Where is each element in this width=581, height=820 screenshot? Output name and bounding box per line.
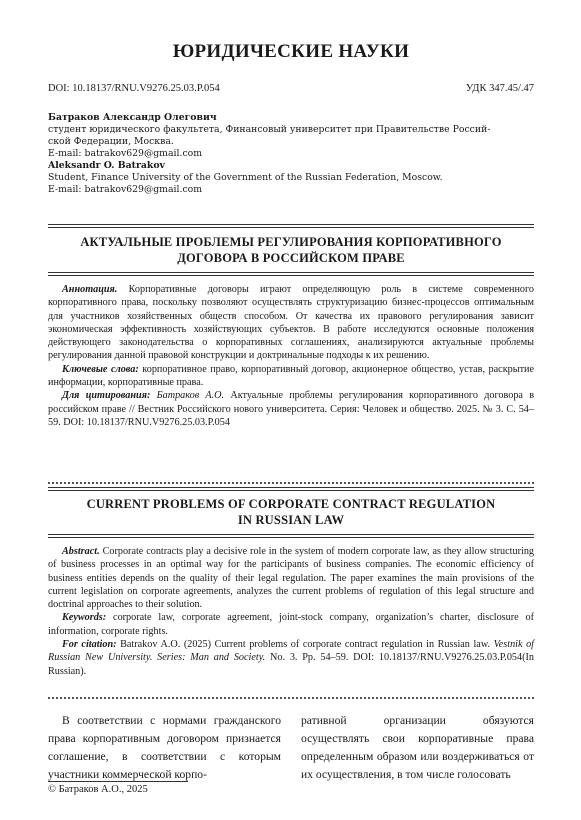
abstract-en-block xyxy=(48,545,534,678)
keywords-ru xyxy=(48,363,534,390)
divider xyxy=(48,697,534,699)
divider xyxy=(48,482,534,484)
author-email-en: E-mail: batrakov629@gmail.com xyxy=(48,184,203,195)
keywords-ru-label: Ключевые слова: xyxy=(62,363,139,375)
doi: DOI: 10.18137/RNU.V9276.25.03.P.054 xyxy=(48,83,220,94)
section-rubric: ЮРИДИЧЕСКИЕ НАУКИ xyxy=(172,41,410,62)
citation-en-label: For citation: xyxy=(62,639,117,651)
udk: УДК 347.45/.47 xyxy=(465,83,534,94)
citation-en-post: No. 3. Pp. 54–59. DOI: 10.18137/RNU.V9276.25.03.P.054(In Russian). xyxy=(48,652,534,677)
author-name-ru: Батраков Александр Олегович xyxy=(48,112,217,123)
divider xyxy=(48,487,534,491)
keywords-en-label: Keywords: xyxy=(62,612,107,624)
meta-line xyxy=(48,83,534,94)
abstract-ru xyxy=(48,283,534,363)
author-email-ru: E-mail: batrakov629@gmail.com xyxy=(48,148,203,159)
article-title-ru xyxy=(48,234,534,266)
article-title-en-line-2: IN RUSSIAN LAW xyxy=(237,513,345,527)
citation-ru-text: Актуальные проблемы регулирования корпоративного договора в российском праве // Вестник Российского нового университета. Серия: Человек и общество. 2025. № 3. С. 54–59. DOI: 10.18137/RNU.V9276.25.03.P.054 xyxy=(48,390,535,428)
abstract-ru-label: Аннотация. xyxy=(62,284,118,295)
article-title-en xyxy=(48,496,534,528)
citation-en-journal: Vestnik of Russian New University. Series: Man and Society. xyxy=(48,639,535,664)
citation-en-pre: Batrakov A.O. (2025) Current problems of corporate contract regulation in Russian law. xyxy=(120,639,491,651)
author-name-en: Aleksandr O. Batrakov xyxy=(48,160,165,171)
keywords-ru-text: корпоративное право, корпоративный договор, акционерное общество, устав, раскрытие информации, корпоративные права. xyxy=(48,363,535,389)
keywords-en-text: corporate law, corporate agreement, joint-stock company, organization’s charter, disclosure of information, corporate rights. xyxy=(48,612,534,637)
abstract-en-label: Abstract. xyxy=(62,546,100,557)
author-affiliation-en: Student, Finance University of the Government of the Russian Federation, Moscow. xyxy=(48,172,443,183)
copyright: © Батраков А.О., 2025 xyxy=(48,784,148,795)
abstract-ru-text: Корпоративные договоры играют определяющую роль в системе современного корпоративного права, поскольку позволяют осуществлять структуризацию бизнес-процессов оптимальным для участников хозяйственных обществ способом. От качества их правового регулирования зависит экономическая эффективность хозяйствующих субъектов. В работе исследуются основные положения действующего законодательства о корпоративных соглашениях, анализируются актуальные проблемы регулирования данной правовой конструкции и доктринальные подходы к их решению. xyxy=(48,284,535,362)
divider xyxy=(48,534,534,538)
divider xyxy=(48,224,534,228)
abstract-en xyxy=(48,545,534,611)
citation-en xyxy=(48,638,534,678)
author-affiliation-ru-2: ской Федерации, Москва. xyxy=(48,136,174,147)
author-affiliation-ru-1: студент юридического факультета, Финансовый университет при Правительстве Россий- xyxy=(48,124,491,135)
abstract-ru-block xyxy=(48,283,534,429)
citation-ru xyxy=(48,389,534,429)
article-title-en-line-1: CURRENT PROBLEMS OF CORPORATE CONTRACT REGULATION xyxy=(86,497,496,511)
citation-ru-label: Для цитирования: xyxy=(62,390,151,402)
citation-ru-author: Батраков А.О. xyxy=(156,390,225,402)
body-column-left: В соответствии с нормами гражданского права корпоративным договором признается соглашение, в соответствии с которым участники коммерческой корпо- xyxy=(48,714,281,781)
article-title-ru-line-2: ДОГОВОРА В РОССИЙСКОМ ПРАВЕ xyxy=(177,251,405,265)
divider xyxy=(48,272,534,276)
footnote-rule xyxy=(48,781,188,782)
keywords-en xyxy=(48,611,534,638)
body-text xyxy=(48,712,534,784)
article-title-ru-line-1: АКТУАЛЬНЫЕ ПРОБЛЕМЫ РЕГУЛИРОВАНИЯ КОРПОРАТИВНОГО xyxy=(80,235,502,249)
body-column-right: ративной организации обязуются осуществлять свои корпоративные права определенным образом или воздерживаться от их осуществления, в том числе голосовать xyxy=(301,714,534,781)
abstract-en-text: Corporate contracts play a decisive role in the system of modern corporate law, as they allow structuring of business processes in an optimal way for the participants of business companies. The economic efficiency of business entities depends on the quality of their legal regulation. The paper examines the main provisions of the current legislation on corporate agreements, analyzes the current problems of regulation of this legal structure and doctrinal approaches to their solution. xyxy=(48,546,535,611)
author-info xyxy=(48,112,534,196)
